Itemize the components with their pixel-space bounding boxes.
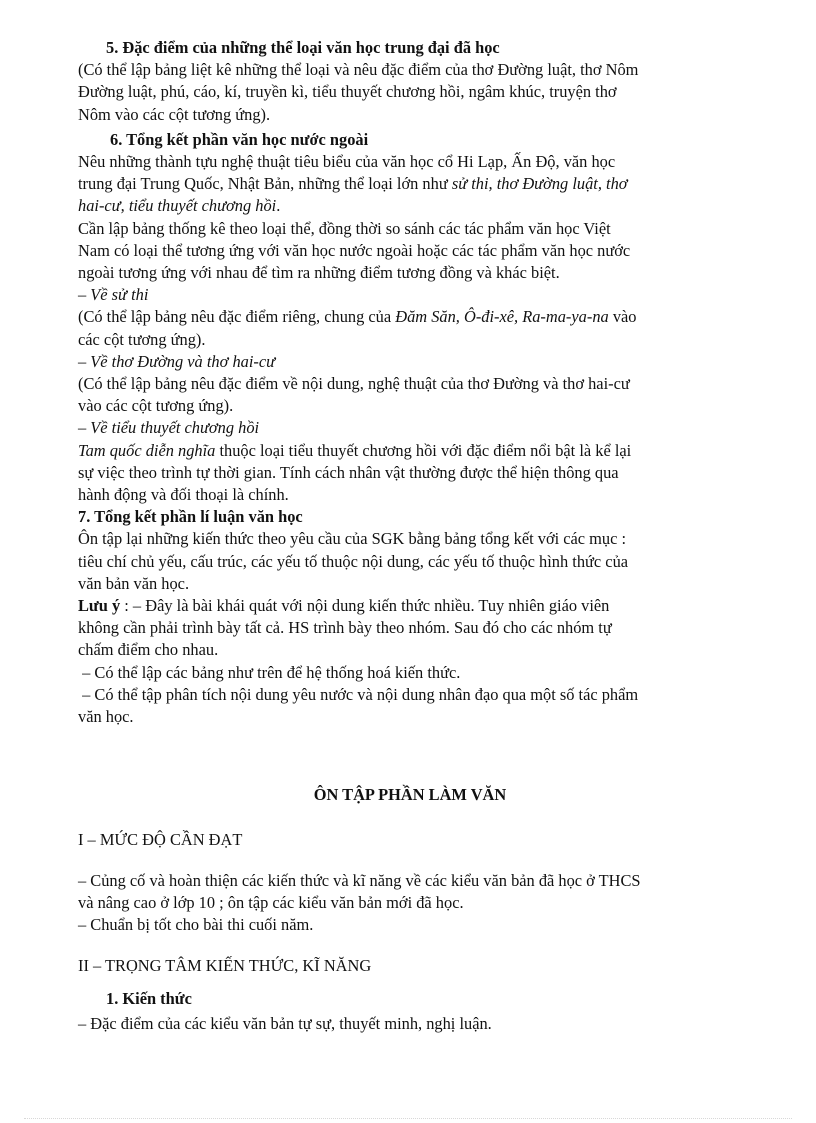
section-5-line: (Có thể lập bảng liệt kê những thể loại và nêu đặc điểm của thơ Đường luật, thơ Nôm — [78, 60, 639, 80]
section-7-line: Ôn tập lại những kiến thức theo yêu cầu của SGK bằng bảng tổng kết với các mục : — [78, 529, 627, 549]
section-6-heading: 6. Tổng kết phần văn học nước ngoài — [110, 129, 369, 149]
italic-run: Đăm Săn, Ô-đi-xê, Ra-ma-ya-na — [395, 307, 609, 327]
section-I-line: – Chuẩn bị tốt cho bài thi cuối năm. — [78, 915, 314, 935]
italic-run: sử thi, thơ Đường luật, thơ — [451, 174, 628, 194]
section-5-heading: 5. Đặc điểm của những thể loại văn học trung đại đã học — [106, 38, 500, 57]
section-5-line: Đường luật, phú, cáo, kí, truyền kì, tiểu thuyết chương hồi, ngâm khúc, truyện thơ — [78, 82, 617, 102]
section-7-line: không cần phải trình bày tất cả. HS trình bày theo nhóm. Sau đó cho các nhóm tự — [78, 618, 612, 638]
section-6-line — [78, 173, 742, 195]
section-6-line — [78, 440, 742, 462]
text-run: thuộc loại tiểu thuyết chương hồi với đặc điểm nổi bật là kể lại — [215, 440, 632, 460]
section-6-line: (Có thể lập bảng nêu đặc điểm về nội dung, nghệ thuật của thơ Đường và thơ hai-cư — [78, 374, 630, 394]
text-run: trung đại Trung Quốc, Nhật Bản, những thể loại lớn như — [78, 174, 452, 194]
page-bottom-divider — [24, 1118, 792, 1119]
section-6-line: vào các cột tương ứng). — [78, 396, 234, 416]
section-I-line: và nâng cao ở lớp 10 ; ôn tập các kiểu văn bản mới đã học. — [78, 892, 464, 912]
epic-label: – Về sử thi — [78, 285, 149, 305]
section-7-line: – Có thể tập phân tích nội dung yêu nước và nội dung nhân đạo qua một số tác phẩm — [78, 684, 639, 704]
review-title: ÔN TẬP PHẦN LÀM VĂN — [313, 785, 507, 805]
note-label: Lưu ý — [78, 596, 121, 616]
poem-label: – Về thơ Đường và thơ hai-cư — [78, 351, 276, 371]
section-I-line: – Củng cố và hoàn thiện các kiến thức và kĩ năng về các kiểu văn bản đã học ở THCS — [78, 870, 641, 890]
section-7-line: văn học. — [78, 707, 134, 727]
italic-run: hai-cư, tiểu thuyết chương hồi — [78, 196, 277, 216]
italic-run: Tam quốc diễn nghĩa — [78, 440, 216, 460]
text-run: . — [276, 196, 281, 216]
section-6-line: sự việc theo trình tự thời gian. Tính cách nhân vật thường được thể hiện thông qua — [78, 462, 619, 482]
text-run: vào — [608, 307, 637, 327]
section-II-heading: II – TRỌNG TÂM KIẾN THỨC, KĨ NĂNG — [78, 956, 372, 976]
section-6-line: hành động và đối thoại là chính. — [78, 485, 289, 505]
section-6-line — [78, 195, 742, 217]
section-6-line: Nam có loại thể tương ứng với văn học nước ngoài hoặc các tác phẩm văn học nước — [78, 240, 631, 260]
knowledge-line: – Đặc điểm của các kiểu văn bản tự sự, thuyết minh, nghị luận. — [78, 1013, 492, 1033]
section-6-line — [78, 306, 742, 328]
section-7-heading: 7. Tổng kết phần lí luận văn học — [78, 507, 303, 527]
section-6-line: Nêu những thành tựu nghệ thuật tiêu biểu của văn học cổ Hi Lạp, Ấn Độ, văn học — [78, 152, 616, 172]
section-I-heading: I – MỨC ĐỘ CẦN ĐẠT — [78, 829, 243, 849]
section-7-line: văn bản văn học. — [78, 573, 190, 593]
section-7-line: – Có thể lập các bảng như trên để hệ thống hoá kiến thức. — [78, 662, 461, 682]
text-run: : – Đây là bài khái quát với nội dung kiến thức nhiều. Tuy nhiên giáo viên — [120, 596, 610, 616]
section-7-line: tiêu chí chủ yếu, cấu trúc, các yếu tố thuộc nội dung, các yếu tố thuộc hình thức của — [78, 551, 629, 571]
novel-label: – Về tiểu thuyết chương hồi — [78, 418, 260, 438]
section-6-line: các cột tương ứng). — [78, 329, 206, 349]
section-5-line: Nôm vào các cột tương ứng). — [78, 104, 271, 124]
knowledge-heading: 1. Kiến thức — [106, 988, 192, 1008]
section-6-line: ngoài tương ứng với nhau để tìm ra những điểm tương đồng và khác biệt. — [78, 263, 560, 283]
section-7-line — [78, 595, 742, 617]
text-run: (Có thể lập bảng nêu đặc điểm riêng, chung của — [78, 307, 396, 327]
section-6-line: Cần lập bảng thống kê theo loại thể, đồng thời so sánh các tác phẩm văn học Việt — [78, 218, 611, 238]
section-7-line: chấm điểm cho nhau. — [78, 640, 219, 660]
document-page — [78, 37, 742, 1035]
